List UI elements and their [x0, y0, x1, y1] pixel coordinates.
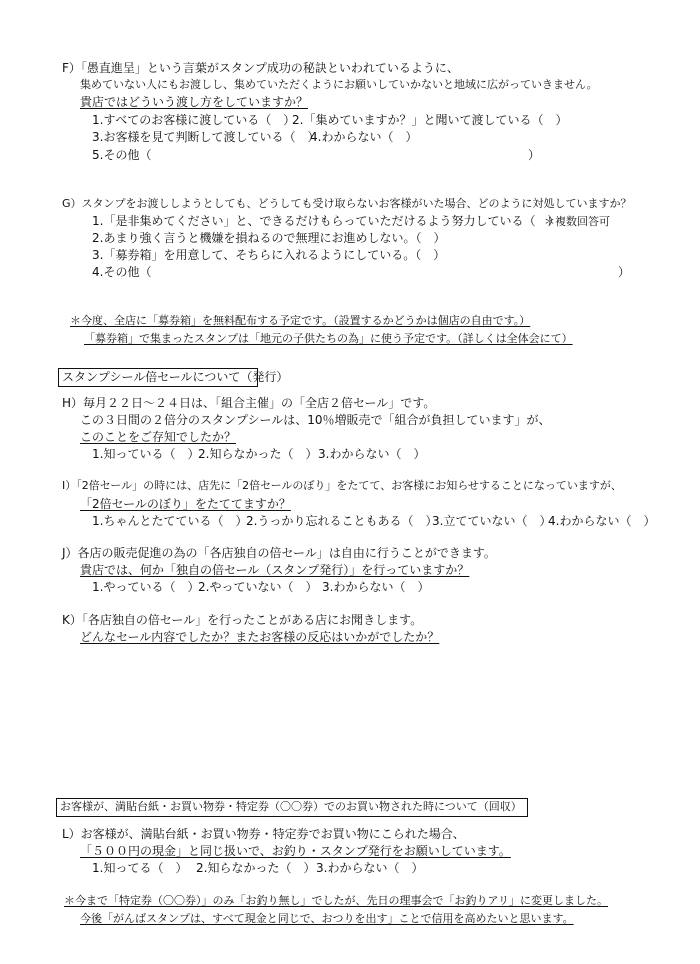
question-h-text: H）毎月２２日～２４日は、「組合主催」の「全店２倍セール」です。 [62, 396, 436, 410]
option-f3[interactable]: 3.お客様を見て判断して渡している（ ） [92, 130, 320, 144]
option-h2[interactable]: 2.知らなかった（ ） [198, 447, 318, 461]
option-i2[interactable]: 2.うっかり忘れることもある（ ） [246, 514, 438, 528]
footer-line2: 今後「がんばスタンプは、すべて現金と同じで、おつりを出す」ことで信用を高めたいと思います。 [80, 912, 574, 925]
option-i4[interactable]: 4.わからない（ ） [548, 514, 656, 528]
option-g1[interactable]: 1.「是非集めてください」と、できるだけもらっていただけるよう努力している（ ） [92, 214, 560, 228]
option-j3[interactable]: 3.わからない（ ） [322, 580, 430, 594]
question-l-prompt: 「５００円の現金」と同じ扱いで、お釣り・スタンプ発行をお願いしています。 [80, 844, 511, 858]
option-g3[interactable]: 3.「募券箱」を用意して、そちらに入れるようにしている。（ ） [92, 248, 446, 262]
option-f2[interactable]: 2.「集めていますか？」と聞いて渡している（ ） [292, 113, 568, 127]
question-k-prompt: どんなセール内容でしたか？またお客様の反応はいかがでしたか？ [80, 630, 440, 644]
option-l1[interactable]: 1.知ってる（ ） [92, 861, 188, 875]
question-i-text: I）「2倍セール」の時には、店先に「2倍セールのぼり」をたてて、お客様にお知らせすることになっていますが、 [62, 479, 622, 492]
option-j1[interactable]: 1.やっている（ ） [92, 580, 200, 594]
option-l2[interactable]: 2.知らなかった（ ） [196, 861, 316, 875]
section-title-redemption: お客様が、満貼台紙・お買い物券・特定券（〇〇券）でのお買い物された時について（回収） [60, 800, 522, 813]
notice-line2: 「募券箱」で集まったスタンプは「地元の子供たちの為」に使う予定です。（詳しくは全体会にて） [84, 332, 573, 345]
notice-line1: ＊今度、全店に「募券箱」を無料配布する予定です。（設置するかどうかは個店の自由です。） [70, 314, 531, 327]
option-h1[interactable]: 1.知っている（ ） [92, 447, 200, 461]
question-k-text: K）「各店独自の倍セール」を行ったことがある店にお聞きします。 [62, 613, 423, 627]
option-g4-close: ） [618, 265, 631, 279]
question-j-text: J）各店の販売促進の為の「各店独自の倍セール」は自由に行うことができます。 [62, 546, 496, 560]
option-i3[interactable]: 3.立てていない（ ） [432, 514, 552, 528]
option-f5-close: ） [528, 148, 541, 162]
question-f-prompt: 貴店ではどういう渡し方をしていますか？ [80, 95, 309, 109]
option-l3[interactable]: 3.わからない（ ） [316, 861, 424, 875]
multiple-answer-note: ＊複数回答可 [544, 215, 610, 228]
footer-line1: ＊今まで「特定券（〇〇券）」のみ「お釣り無し」でしたが、先日の理事会で「お釣りアリ」に変更しました。 [64, 894, 609, 907]
option-f5[interactable]: 5.その他（ [92, 148, 152, 162]
option-g4[interactable]: 4.その他（ [92, 265, 152, 279]
question-i-prompt: 「2倍セールのぼり」をたててますか？ [80, 497, 291, 511]
question-f-text2: 集めていない人にもお渡しし、集めていただくようにお願いしていかないと地域に広がっていきません。 [80, 78, 598, 91]
option-h3[interactable]: 3.わからない（ ） [318, 447, 426, 461]
question-j-prompt: 貴店では、何か「独自の倍セール（スタンプ発行）」を行っていますか？ [80, 563, 470, 577]
section-title-double-sale: スタンプシール倍セールについて（発行） [62, 370, 289, 384]
question-l-text: L）お客様が、満貼台紙・お買い物券・特定券でお買い物にこられた場合、 [62, 827, 465, 841]
option-g2[interactable]: 2.あまり強く言うと機嫌を損ねるので無理にお進めしない。（ ） [92, 231, 446, 245]
option-f4[interactable]: 4.わからない（ ） [310, 130, 418, 144]
option-f1[interactable]: 1.すべてのお客様に渡している（ ） [92, 113, 296, 127]
question-g-text: G）スタンプをお渡ししようとしても、どうしても受け取らないお客様がいた場合、どのように対処していますか？ [62, 197, 632, 210]
question-h-prompt: このことをご存知でしたか？ [80, 430, 237, 444]
question-h-text2: この３日間の２倍分のスタンプシールは、10％増販売で「組合が負担しています」が、 [80, 413, 551, 427]
question-f-text: F）「愚直進呈」という言葉がスタンプ成功の秘訣といわれているように、 [62, 61, 459, 75]
option-j2[interactable]: 2.やっていない（ ） [198, 580, 318, 594]
option-i1[interactable]: 1.ちゃんとたてている（ ） [92, 514, 248, 528]
